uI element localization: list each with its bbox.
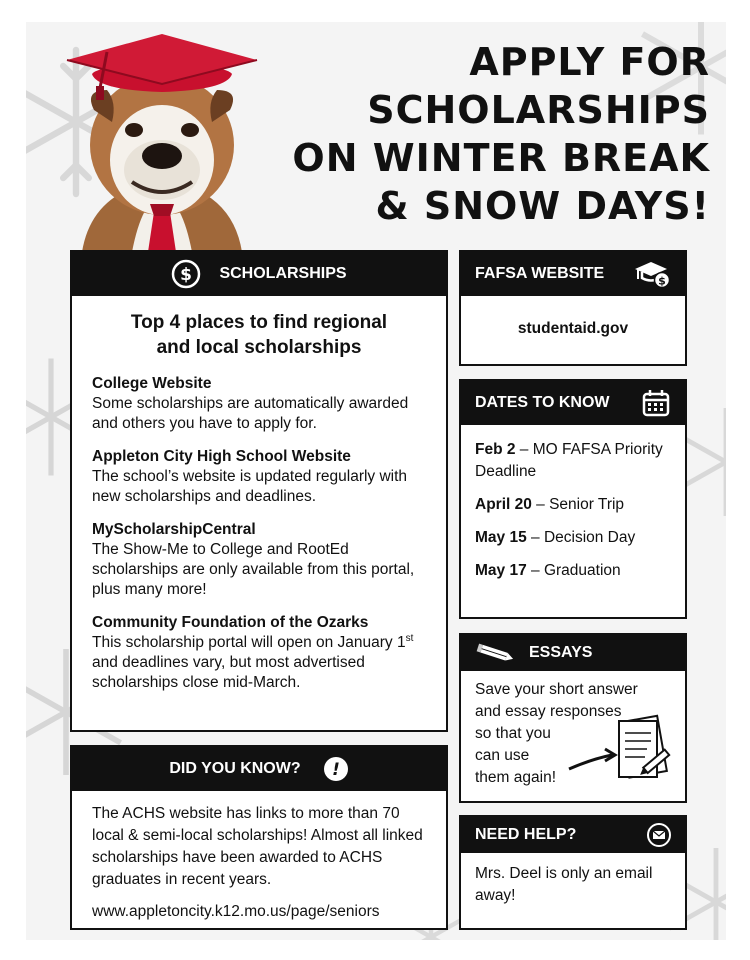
svg-text:!: ! bbox=[331, 760, 340, 780]
did-you-know-box bbox=[70, 745, 448, 930]
scholarship-source-title: Community Foundation of the Ozarks bbox=[92, 614, 369, 631]
scholarships-title-line: and local scholarships bbox=[156, 337, 362, 358]
date-label: May 17 bbox=[475, 562, 527, 579]
essays-box bbox=[459, 633, 687, 803]
graduation-cap-money-icon bbox=[633, 259, 671, 289]
scholarships-header-label: SCHOLARSHIPS bbox=[219, 265, 347, 282]
dollar-coin-icon bbox=[171, 259, 201, 289]
date-event: Graduation bbox=[543, 562, 621, 579]
scholarship-source-desc bbox=[92, 633, 426, 693]
headline bbox=[250, 38, 710, 230]
pencil-icon bbox=[475, 641, 515, 665]
date-item bbox=[475, 527, 671, 549]
essays-text-line: them again! bbox=[475, 769, 556, 786]
date-label: May 15 bbox=[475, 529, 527, 546]
headline-line: SCHOLARSHIPS bbox=[367, 88, 710, 132]
date-separator: – bbox=[515, 441, 533, 458]
svg-text:$: $ bbox=[658, 274, 666, 288]
scholarship-source-title: MyScholarshipCentral bbox=[92, 521, 256, 538]
ordinal-suffix: st bbox=[405, 632, 414, 644]
envelope-icon bbox=[647, 823, 671, 847]
essays-header bbox=[461, 635, 685, 671]
did-you-know-text: The ACHS website has links to more than 70 local & semi-local scholarships! Almost all linked scholarships have been awarded to ACHS graduates in recent years. bbox=[92, 805, 423, 888]
dates-box bbox=[459, 379, 687, 619]
essays-text-line: and essay responses bbox=[475, 703, 622, 720]
scholarships-title-line: Top 4 places to find regional bbox=[130, 312, 388, 333]
need-help-box bbox=[459, 815, 687, 930]
calendar-icon bbox=[641, 388, 671, 418]
did-you-know-header bbox=[72, 747, 446, 791]
desc-part: and deadlines vary, but most advertised scholarships close mid-March. bbox=[92, 654, 365, 691]
need-help-header-label: NEED HELP? bbox=[475, 826, 577, 843]
date-item bbox=[475, 560, 671, 582]
scholarships-title bbox=[92, 310, 426, 360]
essays-text-line: can use bbox=[475, 747, 530, 764]
bulldog-mascot-image bbox=[62, 30, 262, 252]
headline-line: ON WINTER BREAK bbox=[292, 136, 710, 180]
scholarship-source-desc: The Show-Me to College and RootEd scholarships are only available from this portal, plus many more! bbox=[92, 541, 415, 598]
headline-line: APPLY FOR bbox=[469, 40, 710, 84]
essays-text-line: so that you bbox=[475, 725, 551, 742]
date-separator: – bbox=[526, 562, 544, 579]
essays-text-line: Save your short answer bbox=[475, 681, 638, 698]
headline-line: & SNOW DAYS! bbox=[375, 184, 710, 228]
scholarship-source-title: Appleton City High School Website bbox=[92, 448, 351, 465]
date-event: MO FAFSA Priority Deadline bbox=[475, 441, 663, 480]
date-event: Senior Trip bbox=[549, 496, 625, 513]
dates-header-label: DATES TO KNOW bbox=[475, 394, 610, 411]
scholarship-source-item bbox=[92, 447, 426, 507]
did-you-know-header-label: DID YOU KNOW? bbox=[169, 760, 301, 777]
date-item bbox=[475, 439, 671, 483]
scholarship-source-item bbox=[92, 613, 426, 693]
documents-with-pencil-icon bbox=[567, 711, 677, 789]
exclamation-icon bbox=[323, 756, 349, 782]
fafsa-box bbox=[459, 250, 687, 366]
scholarship-source-item bbox=[92, 520, 426, 600]
fafsa-header-label: FAFSA WEBSITE bbox=[475, 265, 605, 282]
scholarship-source-item bbox=[92, 374, 426, 434]
scholarship-source-title: College Website bbox=[92, 375, 212, 392]
scholarship-source-desc: Some scholarships are automatically awarded and others you have to apply for. bbox=[92, 395, 409, 432]
desc-part: This scholarship portal will open on January 1 bbox=[92, 634, 406, 651]
fafsa-header bbox=[461, 252, 685, 296]
scholarships-box bbox=[70, 250, 448, 732]
svg-text:$: $ bbox=[180, 265, 193, 285]
date-label: Feb 2 bbox=[475, 441, 516, 458]
date-separator: – bbox=[531, 496, 550, 513]
dates-header bbox=[461, 381, 685, 425]
date-event: Decision Day bbox=[543, 529, 636, 546]
essays-header-label: ESSAYS bbox=[529, 644, 593, 661]
seniors-page-link[interactable]: www.appletoncity.k12.mo.us/page/seniors bbox=[92, 903, 380, 920]
date-separator: – bbox=[526, 529, 544, 546]
need-help-header bbox=[461, 817, 685, 853]
need-help-text: Mrs. Deel is only an email away! bbox=[475, 865, 653, 904]
date-label: April 20 bbox=[475, 496, 532, 513]
scholarships-header bbox=[72, 252, 446, 296]
fafsa-link[interactable]: studentaid.gov bbox=[517, 320, 629, 337]
scholarship-source-desc: The school’s website is updated regularly with new scholarships and deadlines. bbox=[92, 468, 408, 505]
date-item bbox=[475, 494, 671, 516]
